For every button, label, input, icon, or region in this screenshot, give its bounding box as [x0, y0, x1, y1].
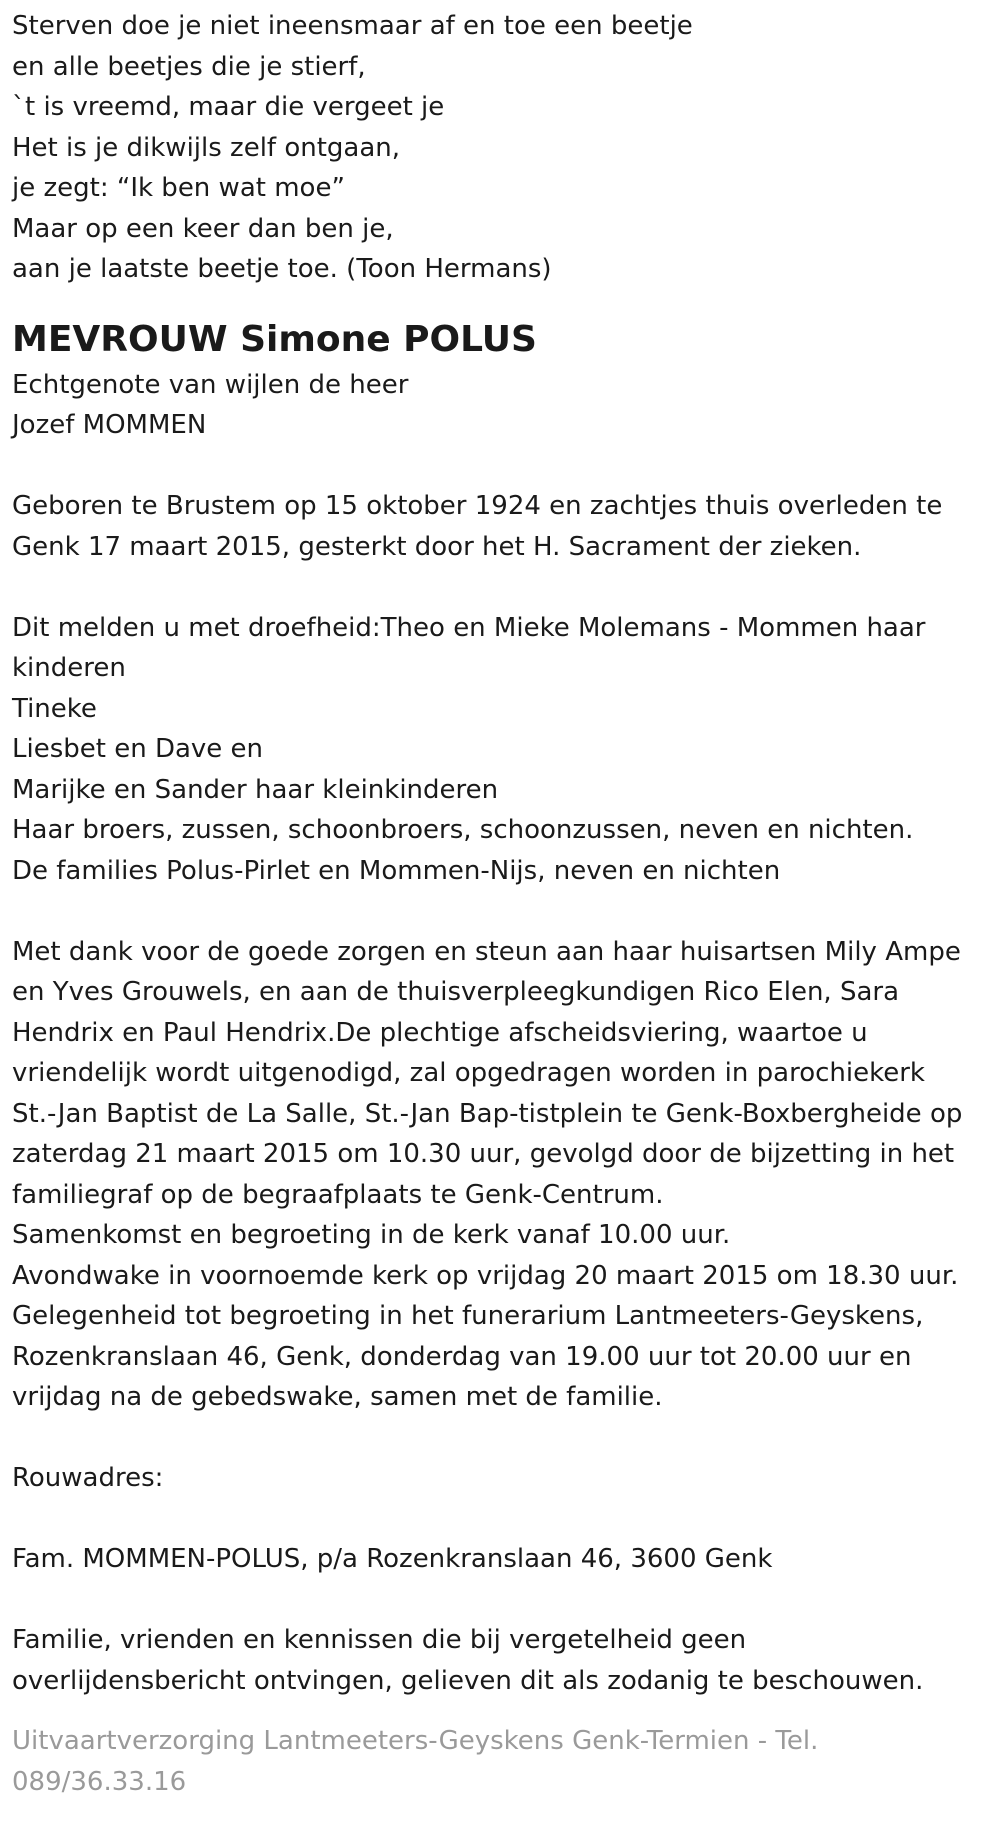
poem-line: en alle beetjes die je stierf, — [12, 51, 366, 82]
ceremony-info — [12, 932, 1000, 1418]
birth-death-info — [12, 486, 1000, 567]
poem-line: Sterven doe je niet ineensmaar af en toe een beetje — [12, 11, 693, 41]
family-line: Liesbet en Dave en — [12, 734, 264, 764]
ceremony-line: vriendelijk wordt uitgenodigd, zal opgedragen worden in parochiekerk — [12, 1058, 925, 1088]
ceremony-line: familiegraf op de begraafplaats te Genk-Centrum. — [12, 1179, 664, 1210]
spacer — [12, 1418, 1000, 1459]
notice — [12, 1620, 1000, 1701]
ceremony-line: Avondwake in voornoemde kerk op vrijdag 20 maart 2015 om 18.30 uur. — [12, 1260, 959, 1291]
spacer — [12, 446, 1000, 487]
spacer — [12, 891, 1000, 932]
ceremony-line: St.-Jan Baptist de La Salle, St.-Jan Bap-tistplein te Genk-Boxbergheide op — [12, 1098, 963, 1129]
family-line: Marijke en Sander haar kleinkinderen — [12, 774, 499, 805]
poem — [12, 6, 1000, 290]
family-list — [12, 608, 1000, 892]
footer-line: 089/36.33.16 — [12, 1766, 187, 1797]
birth-death-line: Genk 17 maart 2015, gesterkt door het H. Sacrament der zieken. — [12, 531, 862, 562]
spacer — [12, 567, 1000, 608]
notice-line: overlijdensbericht ontvingen, gelieven dit als zodanig te beschouwen. — [12, 1665, 924, 1696]
poem-line: `t is vreemd, maar die vergeet je — [12, 92, 445, 122]
spouse-info — [12, 365, 1000, 446]
family-line: Haar broers, zussen, schoonbroers, schoonzussen, neven en nichten. — [12, 815, 914, 845]
ceremony-line: Hendrix en Paul Hendrix.De plechtige afscheidsviering, waartoe u — [12, 1017, 868, 1048]
notice-line: Familie, vrienden en kennissen die bij vergetelheid geen — [12, 1625, 747, 1655]
poem-line: je zegt: “Ik ben wat moe” — [12, 173, 345, 203]
address-value: Fam. MOMMEN-POLUS, p/a Rozenkranslaan 46, 3600 Genk — [12, 1544, 773, 1574]
ceremony-line: vrijdag na de gebedswake, samen met de familie. — [12, 1382, 663, 1412]
ceremony-line: Gelegenheid tot begroeting in het funerarium Lantmeeters-Geyskens, — [12, 1301, 924, 1331]
birth-death-line: Geboren te Brustem op 15 oktober 1924 en zachtjes thuis overleden te — [12, 491, 943, 521]
ceremony-line: zaterdag 21 maart 2015 om 10.30 uur, gevolgd door de bijzetting in het — [12, 1139, 955, 1169]
poem-line: Maar op een keer dan ben je, — [12, 213, 394, 244]
family-line: De families Polus-Pirlet en Mommen-Nijs, neven en nichten — [12, 855, 781, 886]
ceremony-line: en Yves Grouwels, en aan de thuisverpleegkundigen Rico Elen, Sara — [12, 977, 900, 1007]
family-line: Dit melden u met droefheid:Theo en Mieke Molemans - Mommen haar — [12, 612, 926, 643]
spacer — [12, 1499, 1000, 1540]
address-label: Rouwadres: — [12, 1463, 164, 1493]
spouse-line: Jozef MOMMEN — [12, 410, 207, 440]
spacer — [12, 1580, 1000, 1621]
poem-line: Het is je dikwijls zelf ontgaan, — [12, 132, 401, 163]
family-line: kinderen — [12, 653, 126, 683]
ceremony-line: Samenkomst en begroeting in de kerk vanaf 10.00 uur. — [12, 1220, 731, 1250]
family-line: Tineke — [12, 693, 97, 724]
ceremony-line: Rozenkranslaan 46, Genk, donderdag van 19.00 uur tot 20.00 uur en — [12, 1341, 912, 1372]
footer-line: Uitvaartverzorging Lantmeeters-Geyskens Genk-Termien - Tel. — [12, 1726, 819, 1756]
poem-line: aan je laatste beetje toe. (Toon Hermans) — [12, 254, 552, 284]
ceremony-line: Met dank voor de goede zorgen en steun aan haar huisartsen Mily Ampe — [12, 936, 961, 967]
footer-funeral-home — [12, 1721, 1000, 1802]
spouse-line: Echtgenote van wijlen de heer — [12, 369, 409, 400]
deceased-name: MEVROUW Simone POLUS — [12, 318, 537, 360]
